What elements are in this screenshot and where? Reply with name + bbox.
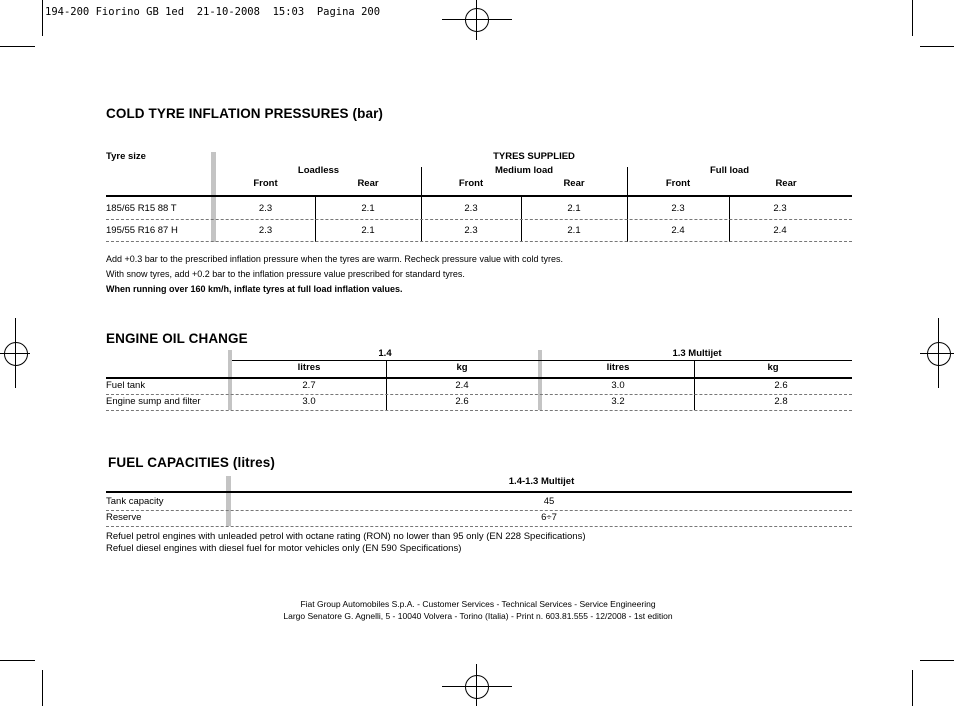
- oil-cell: 2.8: [774, 396, 788, 407]
- pressure-cell: 2.1: [361, 203, 375, 214]
- fuel-row-label: Reserve: [106, 512, 142, 523]
- oil-cell: 2.7: [302, 380, 316, 391]
- tyre-title-text: COLD TYRE INFLATION PRESSURES: [106, 106, 349, 121]
- tyre-size-cell: 185/65 R15 88 T: [106, 203, 177, 214]
- crop-mark: [42, 0, 43, 36]
- oil-header-rule: [106, 377, 852, 379]
- print-header: 194-200 Fiorino GB 1ed 21-10-2008 15:03 Pagina 200: [45, 6, 381, 18]
- footer-address: Largo Senatore G. Agnelli, 5 - 10040 Volvera - Torino (Italia) - Print n. 603.81.555 - 12/2008 - 1st edition: [283, 611, 673, 621]
- row-separator: [106, 394, 852, 395]
- crop-mark: [42, 670, 43, 706]
- crop-mark: [920, 46, 954, 47]
- tyre-size-header: Tyre size: [106, 151, 146, 162]
- footer-company: Fiat Group Automobiles S.p.A. - Customer Services - Technical Services - Service Engineering: [300, 599, 656, 609]
- crop-mark: [0, 46, 35, 47]
- position-header: Rear: [563, 178, 585, 189]
- row-separator: [106, 526, 852, 527]
- crop-mark: [0, 660, 35, 661]
- position-header: Front: [458, 178, 484, 189]
- pressure-cell: 2.3: [464, 225, 478, 236]
- tyre-note: Add +0.3 bar to the prescribed inflation pressure when the tyres are warm. Recheck pressure value with cold tyres.: [106, 254, 563, 264]
- crop-mark: [920, 660, 954, 661]
- engine-oil-title: ENGINE OIL CHANGE: [106, 331, 248, 346]
- fuel-cell: 6÷7: [541, 512, 557, 523]
- pressure-cell: 2.4: [773, 225, 787, 236]
- engine-header: 1.3 Multijet: [672, 348, 722, 359]
- unit-header: litres: [606, 362, 630, 373]
- crop-mark: [912, 670, 913, 706]
- pressure-cell: 2.3: [773, 203, 787, 214]
- oil-cell: 2.4: [455, 380, 469, 391]
- oil-cell: 3.0: [611, 380, 625, 391]
- row-separator: [106, 241, 852, 242]
- fuel-row-label: Tank capacity: [106, 496, 164, 507]
- unit-header: kg: [456, 362, 468, 373]
- oil-cell: 3.0: [302, 396, 316, 407]
- pressure-cell: 2.1: [567, 225, 581, 236]
- pressure-cell: 2.1: [567, 203, 581, 214]
- fuel-capacities-title: [108, 455, 275, 470]
- fuel-cell: 45: [543, 496, 555, 507]
- position-header: Front: [665, 178, 691, 189]
- fuel-note: Refuel diesel engines with diesel fuel for motor vehicles only (EN 590 Specifications): [106, 543, 462, 554]
- oil-engine-rule: [232, 360, 852, 361]
- oil-row-label: Fuel tank: [106, 380, 146, 391]
- row-separator: [106, 510, 852, 511]
- engine-header: 1.4: [378, 348, 392, 359]
- tyre-size-cell: 195/55 R16 87 H: [106, 225, 178, 236]
- pressure-cell: 2.3: [464, 203, 478, 214]
- group-medium-load: Medium load: [494, 165, 554, 176]
- row-separator: [106, 219, 852, 220]
- tyre-header-rule: [106, 195, 852, 197]
- group-loadless: Loadless: [297, 165, 340, 176]
- pressure-cell: 2.1: [361, 225, 375, 236]
- pressure-cell: 2.3: [671, 203, 685, 214]
- tyre-pressures-title: [106, 106, 383, 121]
- oil-cell: 2.6: [774, 380, 788, 391]
- oil-cell: 2.6: [455, 396, 469, 407]
- pressure-cell: 2.3: [258, 225, 273, 236]
- unit-header: kg: [767, 362, 779, 373]
- fuel-engine-header: 1.4-1.3 Multijet: [508, 476, 575, 487]
- fuel-note: Refuel petrol engines with unleaded petrol with octane rating (RON) no lower than 95 only (EN 228 Specifications): [106, 531, 586, 542]
- tyre-title-unit: (bar): [352, 106, 384, 121]
- unit-header: litres: [297, 362, 321, 373]
- tyre-bold-note: When running over 160 km/h, inflate tyres at full load inflation values.: [106, 284, 403, 294]
- crop-mark: [912, 0, 913, 36]
- group-full-load: Full load: [709, 165, 750, 176]
- position-header: Front: [253, 178, 278, 189]
- tyres-supplied-header: TYRES SUPPLIED: [493, 151, 575, 162]
- tyre-note: With snow tyres, add +0.2 bar to the inflation pressure value prescribed for standard tyres.: [106, 269, 465, 279]
- fuel-title-text: FUEL CAPACITIES: [108, 455, 230, 470]
- row-separator: [106, 410, 852, 411]
- fuel-header-rule: [106, 491, 852, 493]
- position-header: Rear: [775, 178, 797, 189]
- oil-row-label: Engine sump and filter: [106, 396, 201, 407]
- fuel-title-unit: (litres): [232, 455, 275, 470]
- position-header: Rear: [357, 178, 379, 189]
- oil-cell: 3.2: [611, 396, 625, 407]
- pressure-cell: 2.4: [671, 225, 685, 236]
- pressure-cell: 2.3: [258, 203, 273, 214]
